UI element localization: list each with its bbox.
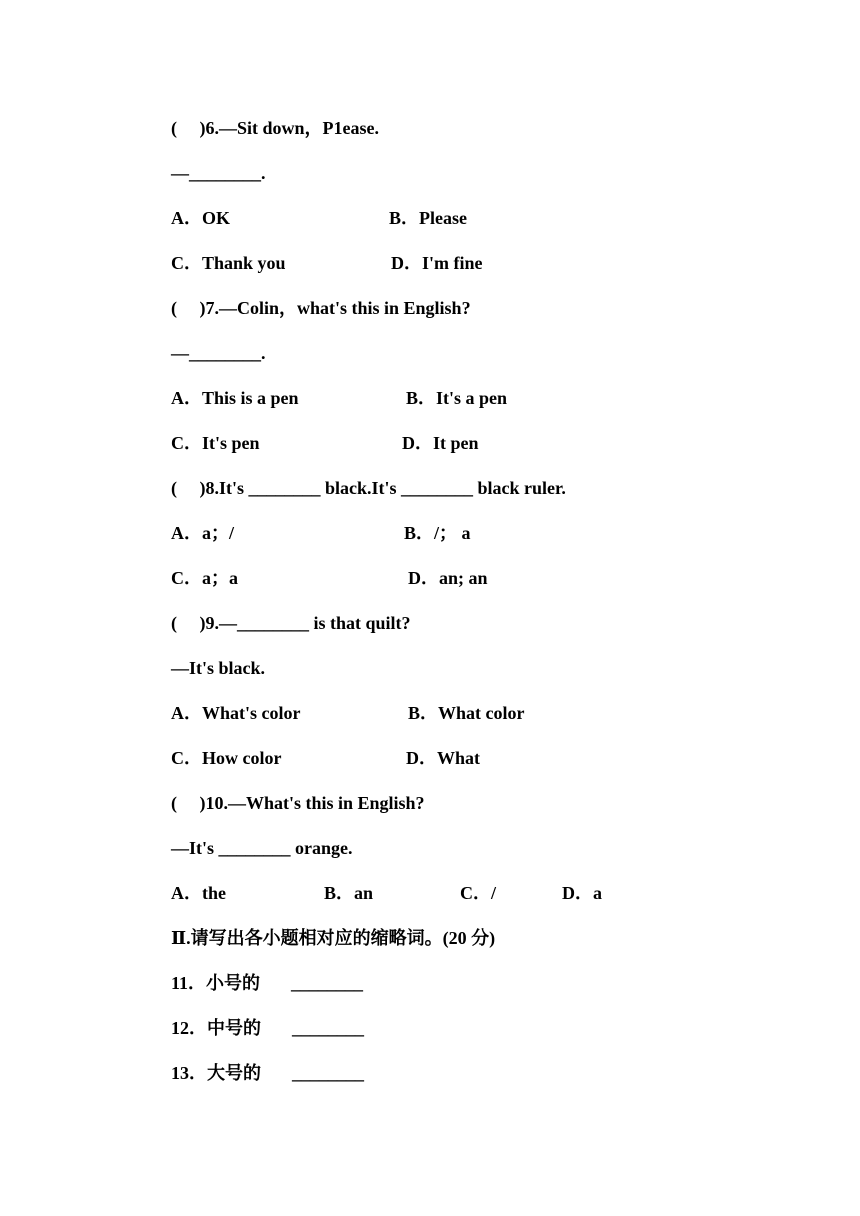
q8-option-b: B．/； a [404, 523, 471, 543]
q9-stem: ( )9.—________ is that quilt? [171, 613, 411, 633]
item-12-blank: ________ [292, 1018, 364, 1038]
q8-option-a: A．a；/ [171, 523, 234, 543]
section2-heading: Ⅱ.请写出各小题相对应的缩略词。(20 分) [171, 928, 496, 948]
q10-option-d: D．a [562, 883, 602, 903]
q9-option-b: B．What color [408, 703, 525, 723]
q7-option-d: D．It pen [402, 433, 479, 453]
q9-answer: —It's black. [171, 658, 266, 678]
item-11-label: 11．小号的 [171, 973, 261, 993]
q7-answer-blank: —________. [171, 343, 266, 363]
q6-option-b: B．Please [389, 208, 467, 228]
q8-option-d: D．an; an [408, 568, 488, 588]
item-13-blank: ________ [292, 1063, 364, 1083]
q8-stem: ( )8.It's ________ black.It's ________ black ruler. [171, 478, 566, 498]
q7-stem: ( )7.—Colin，what's this in English? [171, 298, 471, 318]
q10-option-b: B．an [324, 883, 374, 903]
q10-option-c: C．/ [460, 883, 496, 903]
q9-option-c: C．How color [171, 748, 282, 768]
q10-option-a: A．the [171, 883, 226, 903]
q7-option-a: A．This is a pen [171, 388, 299, 408]
item-13-label: 13．大号的 [171, 1063, 261, 1083]
q9-option-a: A．What's color [171, 703, 301, 723]
q8-option-c: C．a；a [171, 568, 238, 588]
item-11-blank: ________ [291, 973, 363, 993]
q6-option-a: A．OK [171, 208, 231, 228]
q6-stem: ( )6.—Sit down，P1ease. [171, 118, 379, 138]
q6-option-c: C．Thank you [171, 253, 286, 273]
q6-option-d: D．I'm fine [391, 253, 483, 273]
q10-stem: ( )10.—What's this in English? [171, 793, 425, 813]
q9-option-d: D．What [406, 748, 481, 768]
q6-answer-blank: —________. [171, 163, 266, 183]
item-12-label: 12．中号的 [171, 1018, 261, 1038]
q7-option-c: C．It's pen [171, 433, 260, 453]
q10-answer: —It's ________ orange. [171, 838, 353, 858]
q7-option-b: B．It's a pen [406, 388, 508, 408]
